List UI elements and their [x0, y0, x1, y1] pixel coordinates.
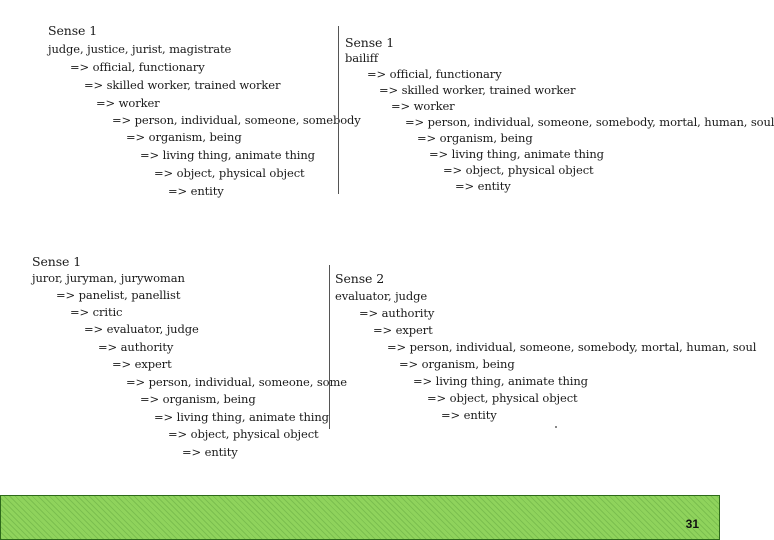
synset-words: bailiff [345, 51, 379, 65]
hypernym-line: => organism, being [140, 392, 256, 406]
hypernym-line: => organism, being [417, 131, 533, 145]
hypernym-line: => panelist, panellist [56, 288, 181, 302]
hypernym-line: => authority [359, 306, 435, 320]
hypernym-line: => entity [168, 184, 224, 198]
synset-words: judge, justice, jurist, magistrate [48, 42, 232, 56]
hypernym-line: => skilled worker, trained worker [379, 83, 576, 97]
hypernym-line: => object, physical object [427, 391, 578, 405]
sense-heading: Sense 2 [335, 271, 385, 286]
sense-heading: Sense 1 [345, 35, 395, 50]
hypernym-line: => entity [182, 445, 238, 459]
hypernym-line: => person, individual, someone, somebody, mortal, human, soul [387, 340, 757, 354]
sense-heading: Sense 1 [32, 254, 82, 269]
hypernym-line: => official, functionary [70, 60, 205, 74]
synset-words: juror, juryman, jurywoman [32, 271, 185, 285]
hypernym-line: => official, functionary [367, 67, 502, 81]
hypernym-line: => living thing, animate thing [154, 410, 329, 424]
hypernym-line: => expert [112, 357, 172, 371]
hypernym-line: => worker [96, 96, 160, 110]
hypernym-line: => evaluator, judge [84, 322, 199, 336]
hypernym-line: => organism, being [126, 130, 242, 144]
stray-mark [555, 426, 557, 428]
synset-words: evaluator, judge [335, 289, 428, 303]
hypernym-line: => skilled worker, trained worker [84, 78, 281, 92]
hypernym-line: => organism, being [399, 357, 515, 371]
hypernym-line: => expert [373, 323, 433, 337]
hypernym-line: => critic [70, 305, 123, 319]
hypernym-line: => object, physical object [154, 166, 305, 180]
hypernym-line: => entity [455, 179, 511, 193]
hypernym-line: => person, individual, someone, somebody, mortal, human, soul [405, 115, 774, 129]
hypernym-line: => living thing, animate thing [413, 374, 588, 388]
hypernym-line: => person, individual, someone, some [126, 375, 347, 389]
hypernym-line: => object, physical object [443, 163, 594, 177]
hypernym-line: => object, physical object [168, 427, 319, 441]
hypernym-line: => person, individual, someone, somebody [112, 113, 361, 127]
sense-heading: Sense 1 [48, 23, 98, 38]
divider-top [338, 26, 339, 194]
hypernym-line: => entity [441, 408, 497, 422]
page-number: 31 [685, 517, 699, 531]
hypernym-line: => worker [391, 99, 455, 113]
divider-bottom [329, 265, 330, 429]
hypernym-line: => living thing, animate thing [429, 147, 604, 161]
footer-band [0, 495, 720, 540]
hypernym-line: => authority [98, 340, 174, 354]
hypernym-line: => living thing, animate thing [140, 148, 315, 162]
